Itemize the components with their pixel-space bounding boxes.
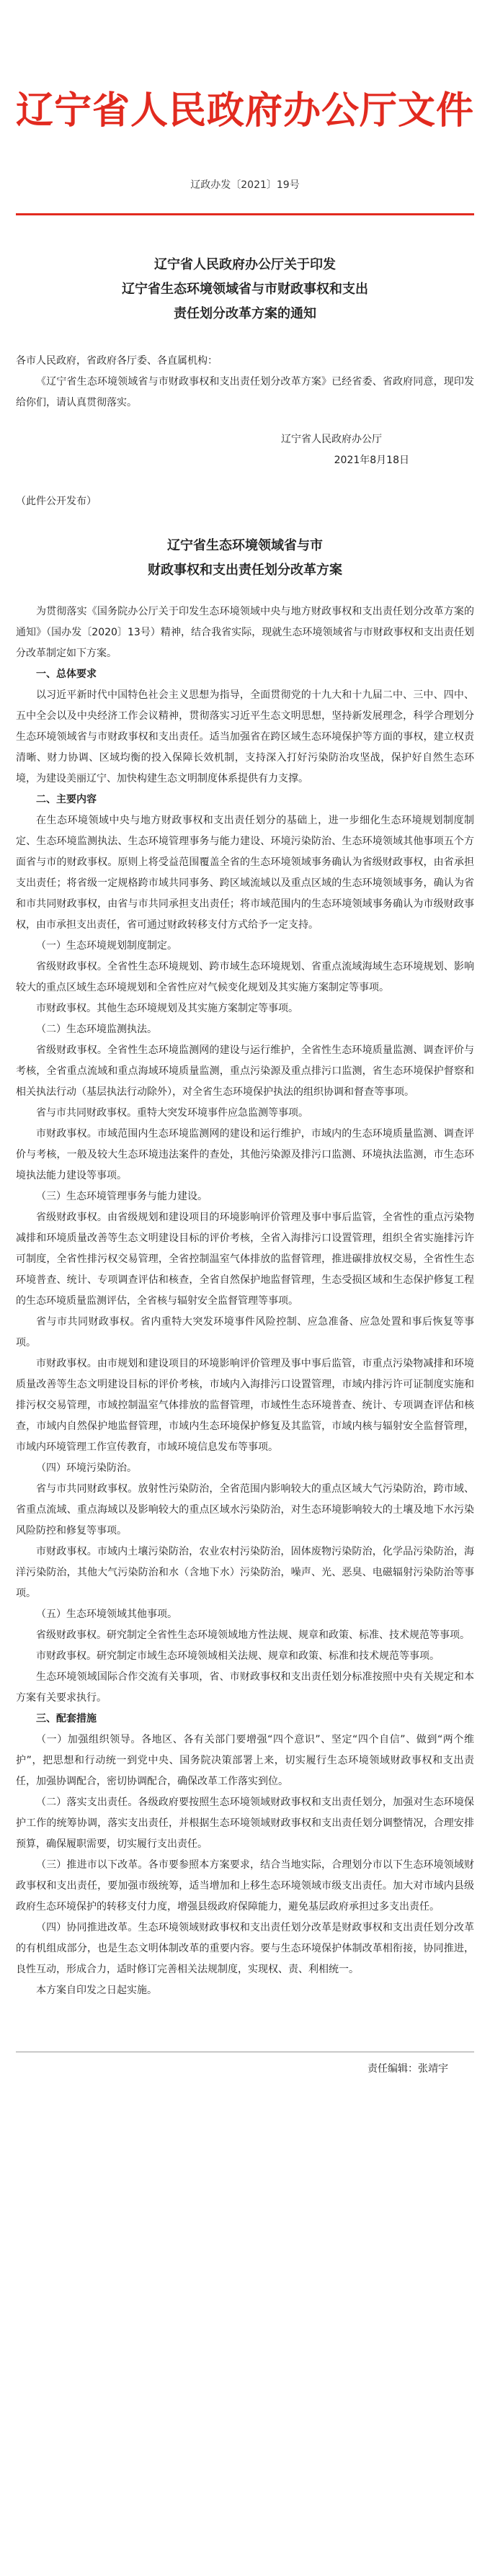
subsection-paragraph: 市财政事权。市域内土壤污染防治，农业农村污染防治，固体废物污染防治，化学品污染防治，海洋污染防治，其他大气污染防治和水（含地下水）污染防治，噪声、光、恶臭、电磁辐射污染防治等事项。 — [16, 1546, 474, 1599]
masthead — [16, 0, 475, 133]
section-heading: 一、总体要求 — [36, 668, 97, 680]
subsection-heading: （二）生态环境监测执法。 — [36, 1024, 157, 1035]
subsection-paragraph: 省级财政事权。全省性生态环境规划、跨市域生态环境规划、省重点流域海域生态环境规划、影响较大的重点区域生态环境规划和全省性应对气候变化规划及其实施方案制定等事项。 — [16, 961, 474, 993]
addressee: 各市人民政府，省政府各厅委、各直属机构： — [16, 355, 218, 367]
subsection-paragraph: 省级财政事权。研究制定全省性生态环境领域地方性法规、规章和政策、标准、技术规范等事项。 — [36, 1629, 470, 1641]
section-paragraph: 以习近平新时代中国特色社会主义思想为指导，全面贯彻党的十九大和十九届二中、三中、四中、五中全会以及中央经济工作会议精神，贯彻落实习近平生态文明思想，坚持新发展理念，科学合理划分生态环境领域省与市财政事权和支出责任。适当加强省在跨区域生态环境保护等方面的事权，建立权责清晰、财力协调、区域均衡的投入保障长效机制，支持深入打好污染防治攻坚战，保护好自然生态环境，为建设美丽辽宁、加快构建生态文明制度体系提供有力支撑。 — [16, 689, 474, 784]
notice-title-line: 辽宁省人民政府办公厅关于印发 — [154, 257, 336, 272]
subsection-paragraph: 省与市共同财政事权。省内重特大突发环境事件风险控制、应急准备、应急处置和事后恢复等事项。 — [16, 1316, 474, 1349]
plan-body — [16, 601, 474, 2001]
plan-title-line: 财政事权和支出责任划分改革方案 — [148, 563, 342, 578]
red-divider — [16, 213, 474, 215]
subsection-paragraph: 省与市共同财政事权。重特大突发环境事件应急监测等事项。 — [36, 1107, 308, 1119]
document-number: 辽政办发〔2021〕19号 — [190, 179, 300, 191]
notice-title — [16, 253, 474, 326]
plan-intro: 为贯彻落实《国务院办公厅关于印发生态环境领域中央与地方财政事权和支出责任划分改革方案的通知》（国办发〔2020〕13号）精神，结合我省实际，现就生态环境领域省与市财政事权和支出责任划分改革制定如下方案。 — [16, 606, 474, 659]
subsection-paragraph: 市财政事权。研究制定市域生态环境领域相关法规、规章和政策、标准和技术规范等事项。 — [36, 1650, 440, 1662]
subsection-paragraph: 市财政事权。由市规划和建设项目的环境影响评价管理及事中事后监管，市重点污染物减排和环境质量改善等生态文明建设目标的评价考核，市域内入海排污口设置管理，市域内排污许可证制度实施和排污权交易管理，市域控制温室气体排放的监督管理，市域性生态环境普查、统计、专项调查评估和核查，市域内自然保护地监督管理，市域内生态环境保护修复及其监管，市域内核与辐射安全监督管理，市域内环境管理工作宣传教育，市域环境信息发布等事项。 — [16, 1358, 474, 1453]
section-paragraph: （一）加强组织领导。各地区、各有关部门要增强“四个意识”、坚定“四个自信”、做到“两个维护”，把思想和行动统一到党中央、国务院决策部署上来，切实履行生态环境领域财政事权和支出责任，加强协调配合，密切协调配合，确保改革工作落实到位。 — [16, 1734, 474, 1787]
plan-title-line: 辽宁省生态环境领域省与市 — [167, 538, 323, 553]
section-paragraph: 本方案自印发之日起实施。 — [36, 1985, 157, 1996]
subsection-paragraph: 市财政事权。其他生态环境规划及其实施方案制定等事项。 — [36, 1003, 298, 1014]
responsible-editor: 责任编辑：张靖宇 — [368, 2063, 448, 2075]
subsection-paragraph: 市财政事权。市域范围内生态环境监测网的建设和运行维护，市域内的生态环境质量监测、调查评价与考核，一般及较大生态环境违法案件的查处，其他污染源及排污口监测、环境执法监测，市生态环境执法能力建设等事项。 — [16, 1128, 474, 1181]
plan-title — [16, 534, 474, 583]
subsection-paragraph: 省与市共同财政事权。放射性污染防治，全省范围内影响较大的重点区域大气污染防治，跨市域、省重点流域、重点海域以及影响较大的重点区域水污染防治，对生态环境影响较大的土壤及地下水污染风险防控和修复等事项。 — [16, 1483, 474, 1537]
subsection-heading: （五）生态环境领域其他事项。 — [36, 1609, 177, 1620]
subsection-heading: （四）环境污染防治。 — [36, 1462, 137, 1474]
section-heading: 二、主要内容 — [36, 794, 97, 805]
notice-title-line: 责任划分改革方案的通知 — [174, 306, 316, 321]
signature-date: 2021年8月18日 — [334, 455, 409, 466]
signature-org: 辽宁省人民政府办公厅 — [281, 434, 382, 445]
section-paragraph: （三）推进市以下改革。各市要参照本方案要求，结合当地实际，合理划分市以下生态环境领域财政事权和支出责任，要加强市级统筹，适当增加和上移生态环境领域市级支出责任。加大对市域内县级政府生态环境保护的转移支付力度，增强县级政府保障能力，避免基层政府承担过多支出责任。 — [16, 1859, 474, 1913]
subsection-paragraph: 省级财政事权。由省级规划和建设项目的环境影响评价管理及事中事后监管，全省性的重点污染物减排和环境质量改善等生态文明建设目标的评价考核，全省入海排污口设置管理，组织全省实施排污许可制度，全省性排污权交易管理，全省控制温室气体排放的监督管理，推进碳排放权交易，全省性生态环境普查、统计、专项调查评估和核查，全省自然保护地监督管理，生态受损区域和生态保护修复工程的生态环境质量监测评估，全省核与辐射安全监督管理等事项。 — [16, 1212, 474, 1307]
section-paragraph: （四）协同推进改革。生态环境领域财政事权和支出责任划分改革是财政事权和支出责任划分改革的有机组成部分，也是生态文明体制改革的重要内容。要与生态环境保护体制改革相衔接，协同推进，良性互动，形成合力，适时修订完善相关法规制度，实现权、责、利相统一。 — [16, 1922, 474, 1975]
publication-note: （此件公开发布） — [16, 496, 97, 507]
notice-body: 《辽宁省生态环境领域省与市财政事权和支出责任划分改革方案》已经省委、省政府同意，现印发给你们，请认真贯彻落实。 — [16, 376, 474, 408]
section-heading: 三、配套措施 — [36, 1713, 97, 1725]
subsection-paragraph: 省级财政事权。全省性生态环境监测网的建设与运行维护，全省性生态环境质量监测、调查评价与考核，全省重点流域和重点海域环境质量监测，重点污染源及重点排污口监测，省生态环境保护督察和相关执法行动（基层执法行动除外），对全省生态环境保护执法的组织协调和督查等事项。 — [16, 1045, 474, 1098]
subsection-heading: （一）生态环境规划制度制定。 — [36, 940, 177, 952]
notice-title-line: 辽宁省生态环境领域省与市财政事权和支出 — [122, 282, 368, 297]
section-paragraph: 在生态环境领域中央与地方财政事权和支出责任划分的基础上，进一步细化生态环境规划制度制定、生态环境监测执法、生态环境管理事务与能力建设、环境污染防治、生态环境领域其他事项五个方面省与市的财政事权。原则上将受益范围覆盖全省的生态环境领域事务确认为省级财政事权，由省承担支出责任；将省级一定规格跨市域共同事务、跨区域流域以及重点区域的生态环境领域事务，确认为省和市共同财政事权，由省与市共同承担支出责任；将市域范围内的生态环境领域事务确认为市级财政事权，由市承担支出责任，省可通过财政转移支付方式给予一定支持。 — [16, 815, 474, 931]
subsection-heading: （三）生态环境管理事务与能力建设。 — [36, 1191, 208, 1202]
section-paragraph: （二）落实支出责任。各级政府要按照生态环境领域财政事权和支出责任划分，加强对生态环境保护工作的统筹协调，落实支出责任，并根据生态环境领域财政事权和支出责任划分调整情况，合理安排预算，确保履职需要，切实履行支出责任。 — [16, 1797, 474, 1850]
masthead-title: 辽宁省人民政府办公厅文件 — [16, 89, 475, 133]
subsection-paragraph: 生态环境领域国际合作交流有关事项，省、市财政事权和支出责任划分标准按照中央有关规定和本方案有关要求执行。 — [16, 1671, 474, 1704]
